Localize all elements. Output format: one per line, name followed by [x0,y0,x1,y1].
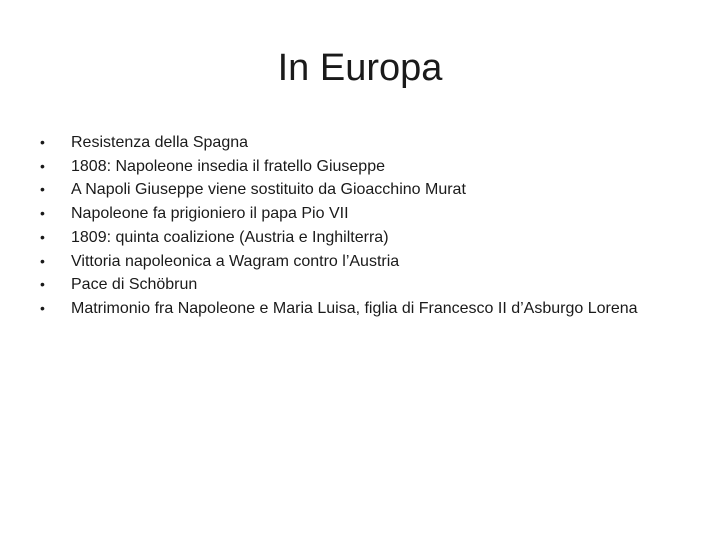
bullet-text: 1809: quinta coalizione (Austria e Inghilterra) [71,228,389,246]
bullet-icon: • [40,276,45,293]
bullet-icon: • [40,205,45,222]
list-item [40,131,680,155]
bullet-text: Pace di Schöbrun [71,276,198,294]
bullet-icon: • [40,157,45,174]
bullet-text: Resistenza della Spagna [71,134,249,151]
bullet-text: A Napoli Giuseppe viene sostituito da Gioacchino Murat [71,181,466,199]
list-item [40,250,680,274]
bullet-icon: • [40,252,45,269]
bullet-icon: • [40,228,45,245]
bullet-icon: • [40,181,45,198]
bullet-text: Vittoria napoleonica a Wagram contro l’Austria [71,252,400,270]
bullet-icon: • [40,299,45,316]
list-item [40,202,680,226]
list-item [40,273,680,297]
list-item [40,226,680,250]
list-item [40,155,680,179]
list-item [40,178,680,202]
bullet-text: Matrimonio fra Napoleone e Maria Luisa, figlia di Francesco II d’Asburgo Lorena [71,299,638,317]
bullet-list [40,131,680,321]
bullet-icon: • [40,134,45,150]
bullet-text: 1808: Napoleone insedia il fratello Giuseppe [71,157,385,175]
slide-title: In Europa [277,47,443,89]
list-item [40,297,680,321]
bullet-text: Napoleone fa prigioniero il papa Pio VII [71,205,349,223]
